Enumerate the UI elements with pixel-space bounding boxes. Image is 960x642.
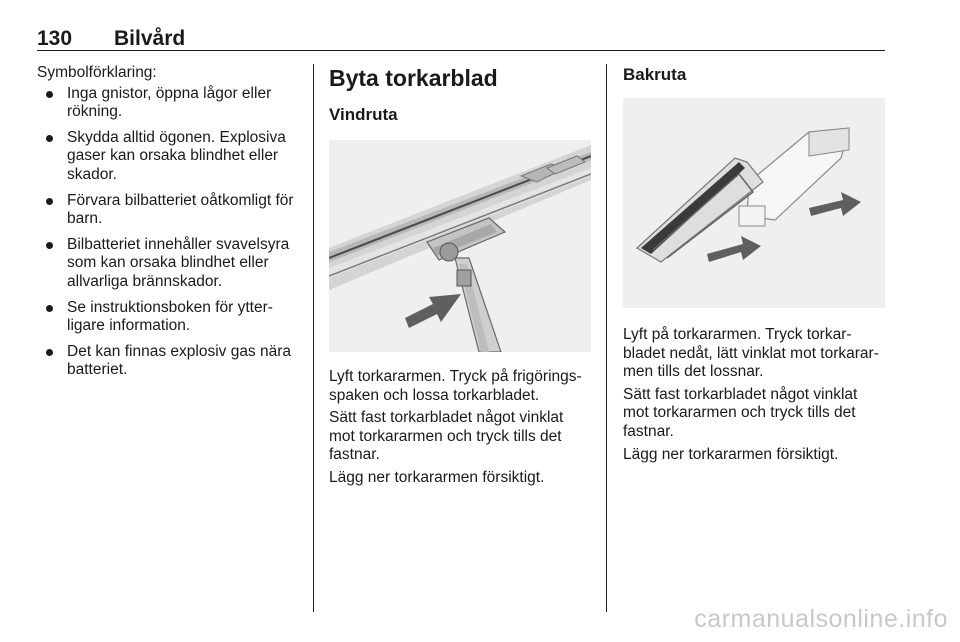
list-item: Inga gnistor, öppna lågor eller rökning. (37, 85, 302, 122)
list-item: Skydda alltid ögonen. Explosiva gaser kan orsaka blindhet eller skador. (37, 129, 302, 185)
column-divider (313, 64, 314, 612)
list-item: Det kan finnas explosiv gas nära batteriet. (37, 343, 302, 380)
page-header (37, 24, 885, 51)
bullet-icon (46, 349, 53, 356)
rear-wiper-illustration (623, 98, 885, 308)
rear-wiper-step-3: Lägg ner torkararmen försiktigt. (623, 445, 839, 463)
rear-wiper-step-2: Sätt fast torkarbladet något vinklat mot torkararmen och tryck tills det fastnar. (623, 385, 858, 440)
bullet-icon (46, 242, 53, 249)
bullet-icon (46, 198, 53, 205)
page-number: 130 (37, 27, 73, 50)
list-item: Förvara bilbatteriet oåtkomligt för barn. (37, 192, 302, 229)
bullet-icon (46, 91, 53, 98)
bullet-icon (46, 135, 53, 142)
symbol-legend-list (37, 85, 302, 380)
windscreen-step-2: Sätt fast torkarbladet något vinklat mot torkararmen och tryck tills det fastnar. (329, 409, 564, 464)
column-battery-symbols (37, 64, 302, 387)
windscreen-subheading: Vindruta (329, 105, 398, 124)
section-title: Bilvård (114, 27, 186, 50)
list-item: Bilbatteriet innehåller svavelsyra som kan orsaka blindhet eller allvarliga brännskador. (37, 236, 302, 292)
column-rear-wiper (623, 64, 885, 468)
rear-window-subheading: Bakruta (623, 65, 687, 84)
windscreen-step-1: Lyft torkararmen. Tryck på frigörings-spaken och lossa torkarbladet. (329, 368, 582, 404)
column-divider (606, 64, 607, 612)
list-item: Se instruktionsboken för ytter-ligare information. (37, 299, 302, 336)
column-windscreen-wiper (329, 64, 591, 492)
symbol-legend-intro: Symbolförklaring: (37, 64, 157, 81)
bullet-icon (46, 305, 53, 312)
rear-wiper-step-1: Lyft på torkararmen. Tryck torkar-bladet nedåt, lätt vinklat mot torkarar-men tills det lossnar. (623, 326, 879, 381)
watermark: carmanualsonline.info (694, 605, 948, 633)
windscreen-wiper-illustration (329, 140, 591, 352)
wiper-section-heading: Byta torkarblad (329, 65, 498, 91)
windscreen-step-3: Lägg ner torkararmen försiktigt. (329, 468, 545, 486)
